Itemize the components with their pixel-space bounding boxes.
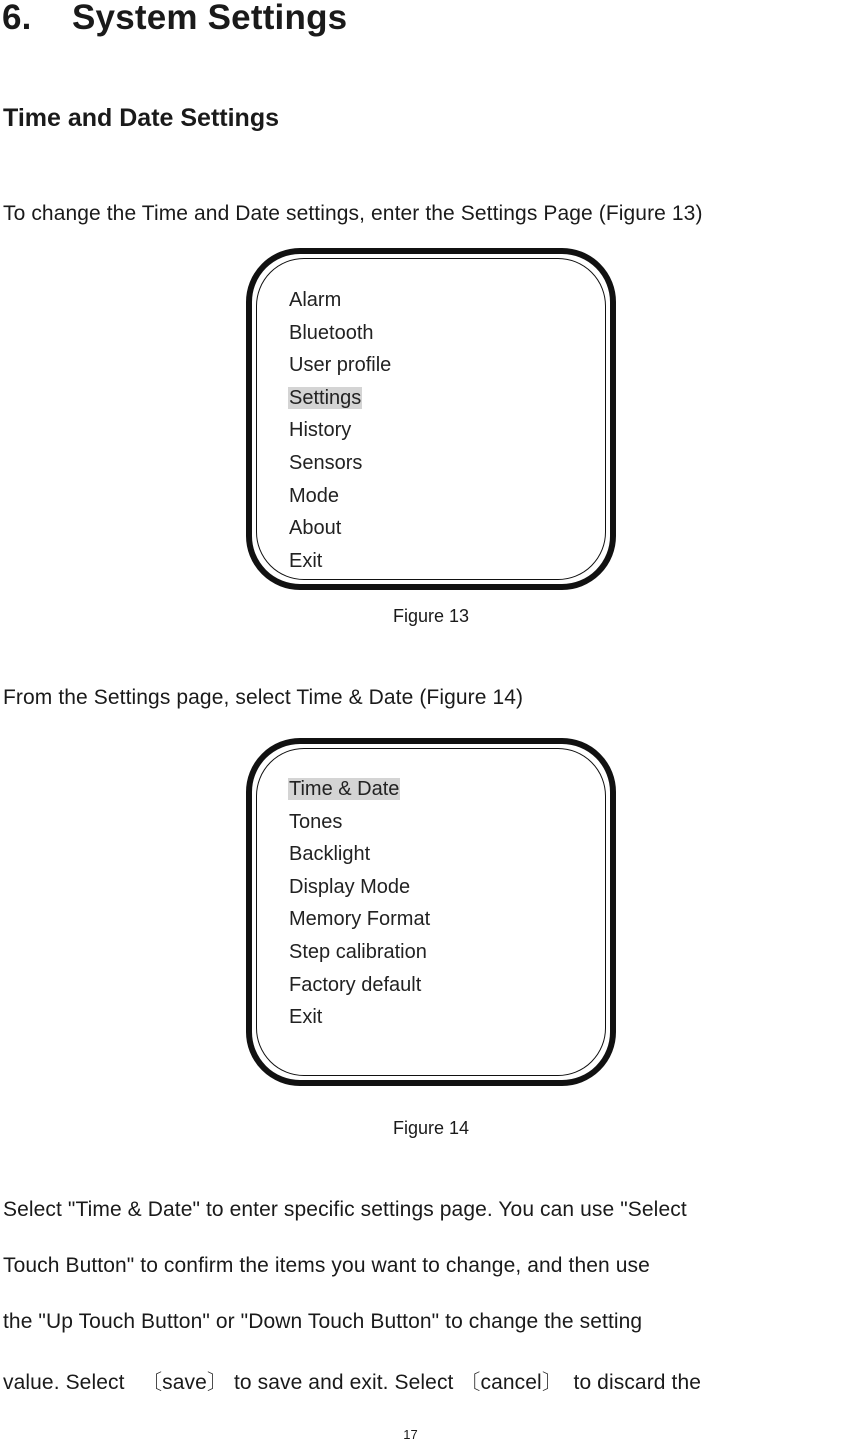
figure13-menu-item[interactable] — [288, 382, 392, 415]
figure14-menu-item[interactable] — [288, 871, 431, 904]
figure-13-menu-viewport — [257, 259, 605, 572]
section-title: System Settings — [72, 0, 348, 37]
figure13-menu-item[interactable] — [288, 284, 392, 317]
figure13-menu-item-label: Sensors — [289, 451, 363, 474]
figure-14-screen — [256, 748, 606, 1076]
intro-paragraph: To change the Time and Date settings, enter the Settings Page (Figure 13) — [3, 202, 703, 225]
figure13-menu-item-label: Alarm — [289, 289, 342, 311]
figure14-menu-item[interactable] — [288, 806, 431, 839]
section-number: 6. — [2, 0, 32, 37]
figure14-menu-item[interactable] — [288, 969, 431, 1002]
figure-14-device — [246, 738, 616, 1086]
figure-13-menu — [288, 284, 392, 577]
figure13-menu-item[interactable] — [288, 480, 392, 513]
figure14-menu-item-label: Memory Format — [289, 908, 431, 931]
figure13-menu-item[interactable] — [288, 414, 392, 447]
figure-14-menu — [288, 773, 431, 1034]
figure14-menu-item-label: Display Mode — [289, 875, 411, 898]
figure14-menu-item[interactable] — [288, 903, 431, 936]
figure-13-device — [246, 248, 616, 590]
figure14-menu-item[interactable] — [288, 936, 431, 969]
figure13-menu-item[interactable] — [288, 545, 392, 578]
section-heading — [2, 0, 347, 38]
figure-13-caption: Figure 13 — [392, 606, 470, 626]
select-paragraph: From the Settings page, select Time & Date (Figure 14) — [3, 686, 524, 709]
figure13-menu-item-label: Exit — [289, 549, 323, 572]
figure13-menu-item-label: Settings — [289, 386, 362, 409]
figure14-menu-item-label: Exit — [289, 1006, 323, 1029]
body-line-3: the "Up Touch Button" or "Down Touch Button" to change the setting — [3, 1310, 643, 1333]
figure14-menu-item-label: Step calibration — [289, 940, 427, 963]
body-line-4: value. Select 〔save〕 to save and exit. Select 〔cancel〕 to discard the — [3, 1371, 701, 1394]
figure-14-caption: Figure 14 — [392, 1118, 470, 1138]
figure13-menu-item[interactable] — [288, 349, 392, 382]
figure13-menu-item[interactable] — [288, 447, 392, 480]
figure14-menu-item-label: Backlight — [289, 843, 371, 866]
figure13-menu-item-label: About — [289, 517, 342, 540]
figure13-menu-item-label: Mode — [289, 484, 340, 507]
figure14-menu-item[interactable] — [288, 773, 431, 806]
figure14-menu-item[interactable] — [288, 838, 431, 871]
figure13-menu-item-label: Bluetooth — [289, 321, 374, 344]
body-line-2: Touch Button" to confirm the items you want to change, and then use — [3, 1254, 650, 1277]
body-line-1: Select "Time & Date" to enter specific settings page. You can use "Select — [3, 1198, 687, 1221]
figure13-menu-item[interactable] — [288, 512, 392, 545]
page-number: 17 — [403, 1427, 418, 1442]
figure13-menu-item-label: History — [289, 419, 352, 442]
figure13-menu-item[interactable] — [288, 317, 392, 350]
subsection-title: Time and Date Settings — [3, 104, 279, 132]
figure14-menu-item[interactable] — [288, 1001, 431, 1034]
figure14-menu-item-label: Factory default — [289, 973, 422, 996]
figure-13-screen — [256, 258, 606, 580]
figure14-menu-item-label: Time & Date — [289, 778, 400, 800]
figure14-menu-item-label: Tones — [289, 810, 343, 833]
figure-14-menu-viewport — [257, 749, 605, 1079]
figure13-menu-item-label: User profile — [289, 354, 392, 377]
